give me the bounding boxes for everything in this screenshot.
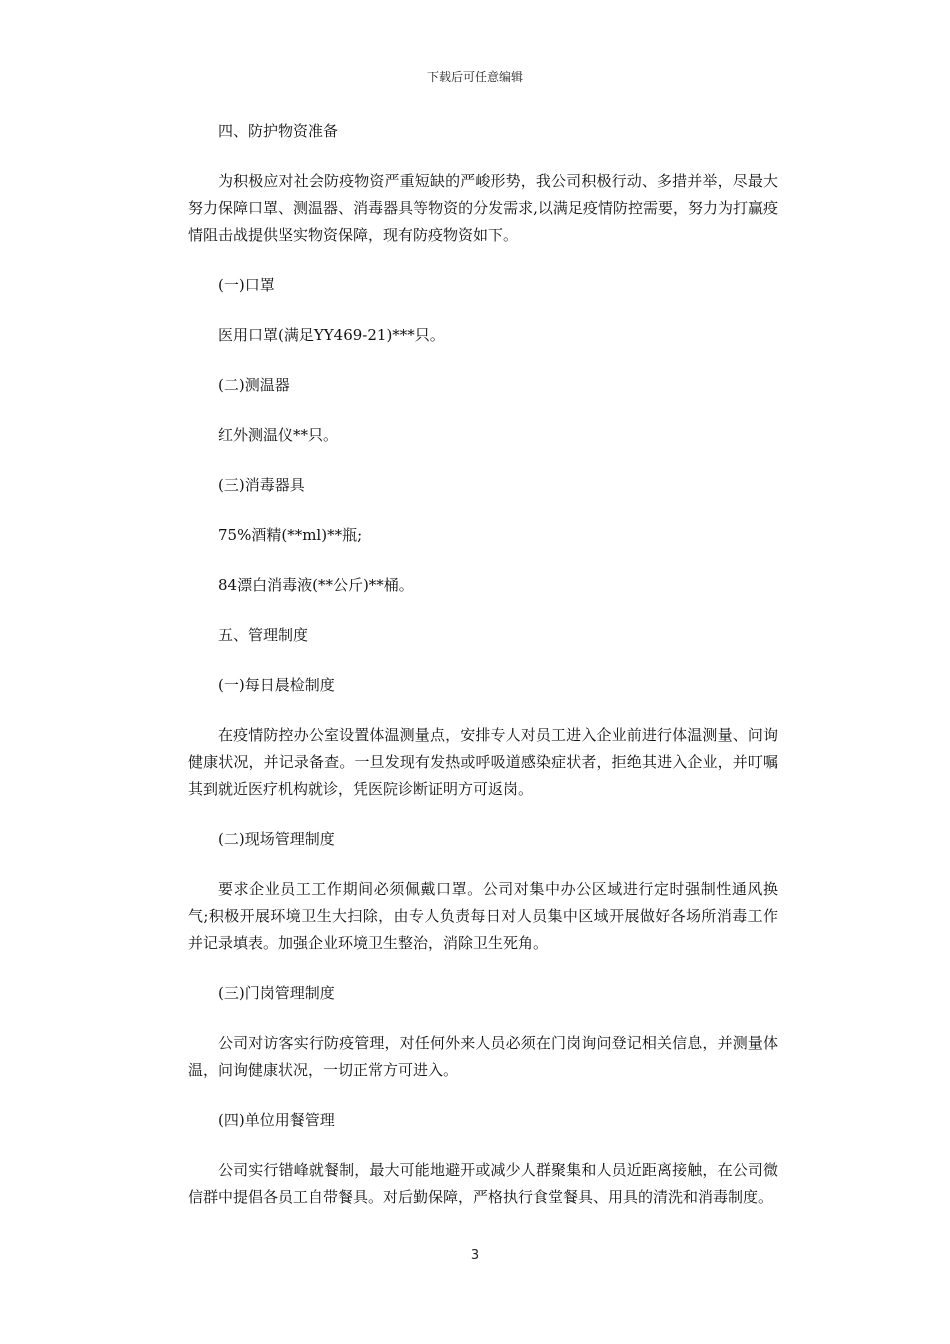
subheading-gate-management: (三)门岗管理制度 [218,984,335,1002]
paragraph-onsite-management: 要求企业员工工作期间必须佩戴口罩。公司对集中办公区域进行定时强制性通风换气;积极开展环境卫生大扫除，由专人负责每日对人员集中区域开展做好各场所消毒工作并记录填表。加强企业环境卫生整治，消除卫生死角。 [188,880,778,952]
paragraph-alcohol: 75%酒精(**ml)**瓶; [218,526,363,544]
subheading-morning-check: (一)每日晨检制度 [218,676,335,694]
paragraph-masks: 医用口罩(满足YY469-21)***只。 [218,326,445,344]
paragraph-dining-management: 公司实行错峰就餐制，最大可能地避开或减少人群聚集和人员近距离接触，在公司微信群中提倡各员工自带餐具。对后勤保障，严格执行食堂餐具、用具的清洗和消毒制度。 [188,1161,778,1206]
section-heading-management: 五、管理制度 [218,626,309,644]
paragraph-supplies-intro: 为积极应对社会防疫物资严重短缺的严峻形势，我公司积极行动、多措并举，尽最大努力保障口罩、测温器、消毒器具等物资的分发需求,以满足疫情防控需要，努力为打赢疫情阻击战提供坚实物资保障，现有防疫物资如下。 [188,172,778,244]
paragraph-gate-management: 公司对访客实行防疫管理，对任何外来人员必须在门岗询问登记相关信息，并测量体温，问询健康状况，一切正常方可进入。 [188,1034,778,1079]
subheading-masks: (一)口罩 [218,276,275,294]
subheading-thermometers: (二)测温器 [218,376,290,394]
document-body [188,118,778,1234]
paragraph-thermometers: 红外测温仪**只。 [218,426,339,444]
subheading-disinfection-tools: (三)消毒器具 [218,476,305,494]
paragraph-morning-check: 在疫情防控办公室设置体温测量点，安排专人对员工进入企业前进行体温测量、问询健康状况，并记录备查。一旦发现有发热或呼吸道感染症状者，拒绝其进入企业，并叮嘱其到就近医疗机构就诊，凭医院诊断证明方可返岗。 [188,726,778,798]
page-number: 3 [470,1248,480,1263]
page-header: 下载后可任意编辑 [426,70,523,84]
subheading-dining-management: (四)单位用餐管理 [218,1111,335,1129]
paragraph-bleach: 84漂白消毒液(**公斤)**桶。 [218,576,414,594]
section-heading-protective-supplies: 四、防护物资准备 [218,122,339,140]
subheading-onsite-management: (二)现场管理制度 [218,830,335,848]
